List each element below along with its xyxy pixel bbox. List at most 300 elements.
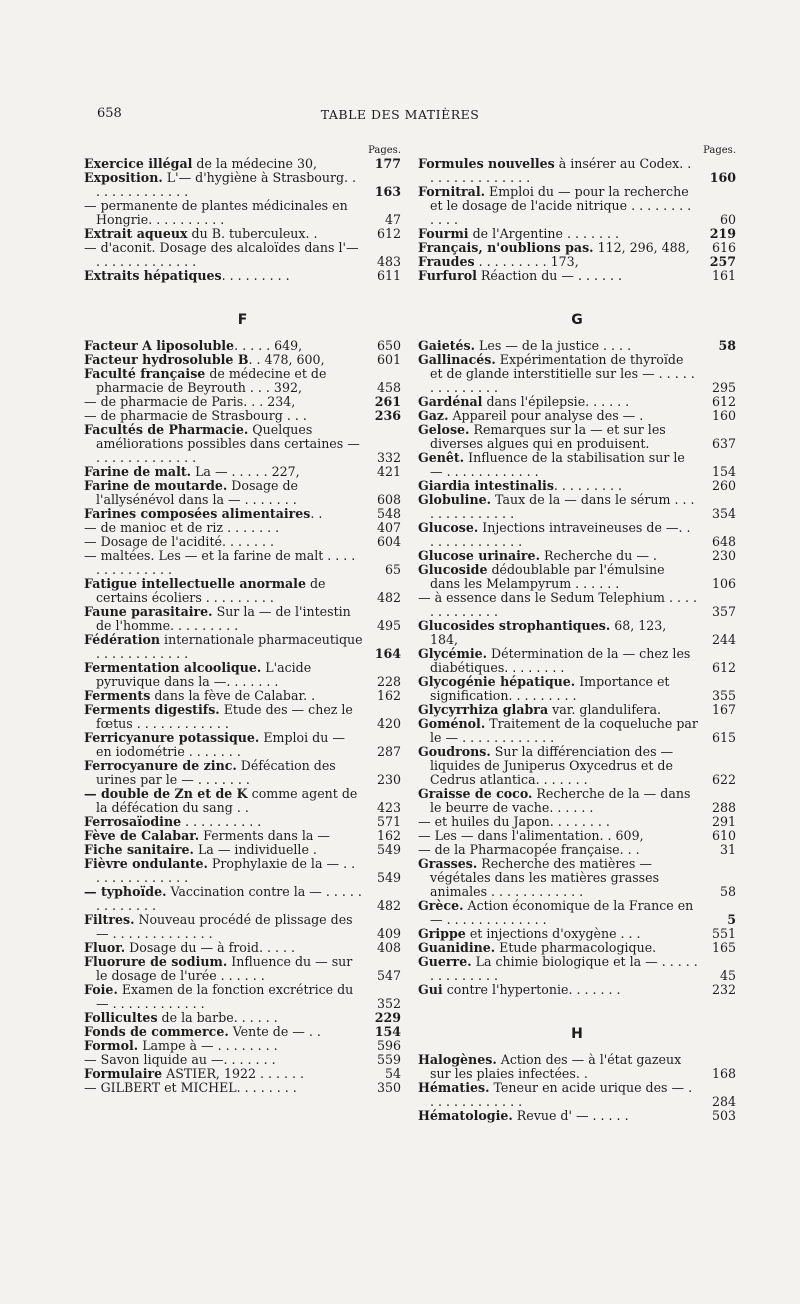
entry-keyword: Ferments digestifs.: [84, 702, 220, 717]
entry-text: [84, 1025, 363, 1039]
entry-keyword: Exercice illégal: [84, 156, 193, 171]
entry-keyword: Giardia intestinalis: [418, 478, 554, 493]
entry-description: — de pharmacie de Paris. . . 234,: [84, 394, 296, 409]
entry-description: Expérimentation de thyroïde et de glande interstitielle sur les — . . . . . . . . . . . . . .: [430, 352, 695, 395]
entry-page-number: 284: [711, 1094, 736, 1109]
entry-page-number: 482: [376, 590, 401, 605]
entry-keyword: Guanidine.: [418, 940, 496, 955]
entry-text: [418, 647, 698, 675]
entry-page-number: 596: [376, 1038, 401, 1053]
entry-text: [418, 241, 698, 255]
index-entry: [418, 619, 736, 647]
entry-page-number: 65: [384, 562, 401, 577]
entry-description: Emploi du — pour la recherche et le dosage de l'acide nitrique . . . . . . . . . . . .: [430, 184, 692, 227]
entry-description: Réaction du — . . . . . .: [476, 268, 622, 283]
entry-page-number: 165: [711, 940, 736, 955]
entry-text: [84, 815, 363, 829]
entry-text: [418, 927, 698, 941]
entry-description: dédoublable par l'émulsine dans les Melampyrum . . . . . .: [430, 562, 665, 591]
entry-page-number: 420: [376, 716, 401, 731]
page-number: 658: [97, 106, 122, 121]
index-entry: [418, 703, 736, 717]
index-entry: [84, 731, 401, 759]
entry-page-number: 637: [711, 436, 736, 451]
entry-page-number: 54: [384, 1066, 401, 1081]
entry-keyword: Glycyrrhiza glabra: [418, 702, 549, 717]
index-entry: [418, 479, 736, 493]
entry-page-number: 287: [376, 744, 401, 759]
index-entry: [418, 269, 736, 283]
index-entry: [84, 1053, 401, 1067]
entry-text: [418, 353, 698, 395]
entry-keyword: Fornitral.: [418, 184, 486, 199]
entry-page-number: 230: [711, 548, 736, 563]
entry-keyword: Filtres.: [84, 912, 135, 927]
index-entry: [84, 199, 401, 227]
entry-keyword: Farine de moutarde.: [84, 478, 228, 493]
index-entry: [84, 367, 401, 395]
entry-text: [84, 269, 363, 283]
index-entry: [84, 689, 401, 703]
entry-description: de médecine et de pharmacie de Beyrouth . . . 392,: [96, 366, 327, 395]
entry-keyword: Extraits hépatiques: [84, 268, 222, 283]
entry-keyword: Furfurol: [418, 268, 477, 283]
index-entry: [84, 521, 401, 535]
entry-description: — Les — dans l'alimentation. . 609,: [418, 828, 644, 843]
entry-text: [418, 549, 698, 563]
entry-page-number: 650: [376, 338, 401, 353]
index-entry: [418, 745, 736, 787]
entry-description: Dosage du — à froid. . . . .: [125, 940, 295, 955]
index-entry: [84, 1025, 401, 1039]
index-entry: [84, 983, 401, 1011]
entry-text: [418, 1109, 698, 1123]
entry-description: dans la fève de Calabar. .: [150, 688, 316, 703]
entry-description: Action économique de la France en — . . . . . . . . . . . . .: [430, 898, 694, 927]
entry-page-number: 615: [711, 730, 736, 745]
entry-text: [84, 913, 363, 941]
entry-keyword: Hématologie.: [418, 1108, 513, 1123]
entry-keyword: Farine de malt.: [84, 464, 192, 479]
entry-description: Prophylaxie de la — . . . . . . . . . . . . . .: [96, 856, 356, 885]
entry-page-number: 407: [376, 520, 401, 535]
entry-keyword: Français, n'oublions pas.: [418, 240, 594, 255]
right-column: [418, 143, 736, 1123]
entry-page-number: 610: [711, 828, 736, 843]
entry-text: [84, 353, 363, 367]
left-column: [84, 143, 401, 1095]
entry-description: Importance et signification. . . . . . . . .: [430, 674, 670, 703]
index-entry: [418, 1053, 736, 1081]
entry-description: — maltées. Les — et la farine de malt . . . . . . . . . . . . . .: [84, 548, 356, 577]
index-entry: [418, 563, 736, 591]
index-entry: [418, 409, 736, 423]
entry-keyword: Follicultes: [84, 1010, 158, 1025]
index-entry: [84, 633, 401, 661]
entry-keyword: Formulaire: [84, 1066, 163, 1081]
entry-keyword: Extrait aqueux: [84, 226, 188, 241]
entry-keyword: — typhoïde.: [84, 884, 167, 899]
entry-keyword: Fraudes: [418, 254, 475, 269]
entry-page-number: 549: [376, 870, 401, 885]
index-entry: [84, 605, 401, 633]
entry-text: [418, 857, 698, 899]
entry-text: [84, 787, 363, 815]
index-entry: [418, 843, 736, 857]
index-entry: [84, 843, 401, 857]
index-entry: [84, 507, 401, 521]
entry-description: de certains écoliers . . . . . . . . .: [96, 576, 326, 605]
entry-text: [84, 241, 363, 269]
entry-text: [418, 269, 698, 283]
entry-text: [84, 227, 363, 241]
entry-description: . . . . . . . . . .: [181, 814, 262, 829]
entry-keyword: Goudrons.: [418, 744, 491, 759]
index-entry: [418, 549, 736, 563]
entry-description: 68, 123, 184,: [430, 618, 667, 647]
entry-page-number: 551: [711, 926, 736, 941]
entry-description: Injections intraveineuses de —. . . . . . . . . . . . . .: [430, 520, 691, 549]
index-entry: [418, 157, 736, 185]
entry-keyword: Glycogénie hépatique.: [418, 674, 576, 689]
index-entry: [418, 983, 736, 997]
entry-text: [84, 703, 363, 731]
index-entry: [84, 339, 401, 353]
index-entry: [418, 955, 736, 983]
index-entry: [84, 661, 401, 689]
entry-text: [418, 479, 698, 493]
entry-keyword: Gallinacés.: [418, 352, 496, 367]
entry-text: [84, 171, 363, 199]
entry-text: [418, 703, 698, 717]
index-entry: [84, 941, 401, 955]
index-entry: [84, 465, 401, 479]
entry-text: [84, 423, 363, 465]
entry-description: Dosage de l'allysénévol dans la — . . . . . . .: [96, 478, 298, 507]
entry-text: [84, 367, 363, 395]
entry-text: [84, 955, 363, 983]
index-entry: [418, 423, 736, 451]
entry-keyword: Gelose.: [418, 422, 470, 437]
entry-page-number: 421: [376, 464, 401, 479]
entry-text: [418, 493, 698, 521]
entry-description: Influence du — sur le dosage de l'urée . . . . . .: [96, 954, 353, 983]
entry-keyword: Ferments: [84, 688, 151, 703]
index-entry: [418, 521, 736, 549]
entry-description: Recherche de la — dans le beurre de vache. . . . . .: [430, 786, 691, 815]
index-entry: [84, 409, 401, 423]
entry-text: [418, 1053, 698, 1081]
entry-keyword: Genêt.: [418, 450, 465, 465]
entry-description: La chimie biologique et la — . . . . . . . . . . . . . .: [430, 954, 698, 983]
entry-page-number: 60: [719, 212, 736, 227]
entry-keyword: Fève de Calabar.: [84, 828, 200, 843]
pages-label: Pages.: [368, 145, 401, 156]
entry-page-number: 604: [376, 534, 401, 549]
entry-page-number: 160: [709, 170, 736, 185]
index-entry: [418, 591, 736, 619]
entry-page-number: 177: [374, 156, 401, 171]
entry-description: var. glandulifera.: [548, 702, 661, 717]
entry-text: [418, 717, 698, 745]
entry-keyword: Ferrocyanure de zinc.: [84, 758, 237, 773]
entry-text: [418, 157, 698, 185]
entry-page-number: 106: [711, 576, 736, 591]
entry-text: [418, 1081, 698, 1109]
entry-text: [418, 675, 698, 703]
entry-text: [84, 983, 363, 1011]
entry-description: Recherche des matières — végétales dans les matières grasses animales . . . . . . . . . . . .: [430, 856, 660, 899]
entry-text: [418, 339, 698, 353]
entry-keyword: Globuline.: [418, 492, 492, 507]
entry-page-number: 229: [374, 1010, 401, 1025]
index-entry: [84, 423, 401, 465]
entry-text: [84, 395, 363, 409]
entry-keyword: Goménol.: [418, 716, 486, 731]
pages-label: Pages.: [703, 145, 736, 156]
entry-page-number: 408: [376, 940, 401, 955]
entry-text: [84, 661, 363, 689]
entry-page-number: 357: [711, 604, 736, 619]
index-entry: [84, 857, 401, 885]
section-letter: F: [237, 312, 248, 328]
entry-description: Défécation des urines par le — . . . . . . .: [96, 758, 336, 787]
entry-page-number: 219: [709, 226, 736, 241]
entry-description: à insérer au Codex. . . . . . . . . . . . . . .: [430, 156, 692, 185]
entry-page-number: 354: [711, 506, 736, 521]
entry-description: Appareil pour analyse des — .: [448, 408, 644, 423]
index-entry: [418, 899, 736, 927]
entry-page-number: 622: [711, 772, 736, 787]
index-entry: [84, 269, 401, 283]
entry-description: . . . . . . . . . 173,: [474, 254, 579, 269]
entry-page-number: 31: [719, 842, 736, 857]
entry-keyword: Gaz.: [418, 408, 449, 423]
index-entry: [84, 171, 401, 199]
index-entry: [418, 927, 736, 941]
entry-text: [418, 255, 698, 269]
entry-page-number: 161: [711, 268, 736, 283]
entry-keyword: Guerre.: [418, 954, 472, 969]
entry-description: . . 478, 600,: [248, 352, 325, 367]
entry-description: — à essence dans le Sedum Telephium . . . . . . . . . . . . .: [418, 590, 698, 619]
entry-text: [84, 843, 363, 857]
index-entry: [84, 479, 401, 507]
index-entry: [84, 1039, 401, 1053]
entry-page-number: 612: [711, 394, 736, 409]
index-entry: [418, 255, 736, 269]
entry-keyword: Fluor.: [84, 940, 126, 955]
entry-text: [418, 395, 698, 409]
entry-description: Nouveau procédé de plissage des — . . . . . . . . . . . . .: [96, 912, 353, 941]
entry-page-number: 612: [711, 660, 736, 675]
entry-description: de la barbe. . . . . .: [157, 1010, 278, 1025]
entry-keyword: Farines composées alimentaires: [84, 506, 311, 521]
entry-page-number: 648: [711, 534, 736, 549]
entry-page-number: 154: [374, 1024, 401, 1039]
entry-text: [84, 339, 363, 353]
left-index-list: [84, 157, 401, 1095]
entry-page-number: 612: [376, 226, 401, 241]
entry-description: et injections d'oxygène . . .: [465, 926, 641, 941]
entry-keyword: Halogènes.: [418, 1052, 497, 1067]
index-entry: [84, 703, 401, 731]
entry-page-number: 352: [376, 996, 401, 1011]
entry-text: [418, 983, 698, 997]
entry-description: . . . . . . . . .: [553, 478, 622, 493]
index-entry: [84, 1067, 401, 1081]
entry-page-number: 47: [384, 212, 401, 227]
entry-page-number: 164: [374, 646, 401, 661]
entry-page-number: 548: [376, 506, 401, 521]
entry-page-number: 483: [376, 254, 401, 269]
index-entry: [84, 829, 401, 843]
entry-page-number: 495: [376, 618, 401, 633]
index-entry: [418, 941, 736, 955]
index-entry: [84, 787, 401, 815]
entry-keyword: Formol.: [84, 1038, 139, 1053]
entry-keyword: Fermentation alcoolique.: [84, 660, 262, 675]
entry-page-number: 167: [711, 702, 736, 717]
entry-keyword: Fonds de commerce.: [84, 1024, 229, 1039]
entry-keyword: Ferricyanure potassique.: [84, 730, 260, 745]
entry-description: Quelques améliorations possibles dans certaines — . . . . . . . . . . . . .: [96, 422, 360, 465]
entry-text: [84, 941, 363, 955]
entry-description: Ferments dans la —: [199, 828, 330, 843]
entry-text: [418, 423, 698, 451]
entry-description: — de la Pharmacopée française. . .: [418, 842, 640, 857]
entry-text: [84, 1053, 363, 1067]
entry-text: [84, 829, 363, 843]
entry-description: Remarques sur la — et sur les diverses algues qui en produisent.: [430, 422, 666, 451]
entry-description: Les — de la justice . . . .: [475, 338, 632, 353]
entry-page-number: 236: [374, 408, 401, 423]
index-entry: [418, 353, 736, 395]
entry-description: dans l'épilepsie. . . . . .: [482, 394, 630, 409]
entry-text: [84, 605, 363, 633]
entry-keyword: Graisse de coco.: [418, 786, 533, 801]
entry-text: [418, 591, 698, 619]
entry-description: Vaccination contre la — . . . . . . . . . . . . .: [96, 884, 362, 913]
entry-text: [418, 815, 698, 829]
entry-text: [418, 941, 698, 955]
entry-page-number: 168: [711, 1066, 736, 1081]
entry-page-number: 601: [376, 352, 401, 367]
index-entry: [84, 885, 401, 913]
index-entry: [418, 339, 736, 353]
entry-description: Examen de la fonction excrétrice du — . . . . . . . . . . . .: [96, 982, 354, 1011]
entry-text: [418, 843, 698, 857]
entry-page-number: 162: [376, 828, 401, 843]
entry-text: [418, 899, 698, 927]
entry-keyword: Grippe: [418, 926, 466, 941]
entry-description: de la médecine 30,: [192, 156, 318, 171]
index-entry: [84, 759, 401, 787]
entry-page-number: 571: [376, 814, 401, 829]
entry-page-number: 58: [718, 338, 736, 353]
entry-page-number: 244: [711, 632, 736, 647]
entry-page-number: 288: [711, 800, 736, 815]
index-entry: [418, 829, 736, 843]
entry-text: [84, 521, 363, 535]
entry-page-number: 559: [376, 1052, 401, 1067]
index-entry: [418, 1081, 736, 1109]
index-entry: [84, 227, 401, 241]
entry-page-number: 58: [719, 884, 736, 899]
entry-keyword: Facteur A liposoluble: [84, 338, 235, 353]
entry-text: [84, 857, 363, 885]
entry-description: Vente de — . .: [228, 1024, 321, 1039]
entry-description: — Savon liquide au —. . . . . . .: [84, 1052, 276, 1067]
entry-description: — permanente de plantes médicinales en Hongrie. . . . . . . . . .: [84, 198, 348, 227]
entry-page-number: 154: [711, 464, 736, 479]
entry-keyword: Gardénal: [418, 394, 483, 409]
entry-page-number: 162: [376, 688, 401, 703]
entry-text: [84, 1067, 363, 1081]
index-entry: [418, 787, 736, 815]
entry-page-number: 5: [727, 912, 736, 927]
entry-keyword: Faculté française: [84, 366, 206, 381]
index-entry: [84, 241, 401, 269]
entry-description: — d'aconit. Dosage des alcaloïdes dans l'— . . . . . . . . . . . . .: [84, 240, 359, 269]
index-entry: [84, 913, 401, 941]
entry-keyword: Fourmi: [418, 226, 469, 241]
entry-description: L'— d'hygiène à Strasbourg. . . . . . . . . . . . . .: [96, 170, 357, 199]
entry-description: Taux de la — dans le sérum . . . . . . . . . . . . . .: [430, 492, 695, 521]
entry-description: Sur la — de l'intestin de l'homme. . . . . . . . .: [96, 604, 351, 633]
index-entry: [84, 157, 401, 171]
index-entry: [418, 451, 736, 479]
entry-keyword: Exposition.: [84, 170, 163, 185]
entry-page-number: 482: [376, 898, 401, 913]
entry-description: Teneur en acide urique des — . . . . . . . . . . . . .: [430, 1080, 693, 1109]
index-entry: [84, 815, 401, 829]
entry-description: — GILBERT et MICHEL. . . . . . . .: [84, 1080, 297, 1095]
entry-page-number: 260: [711, 478, 736, 493]
entry-keyword: Facteur hydrosoluble B: [84, 352, 249, 367]
entry-page-number: 295: [711, 380, 736, 395]
entry-keyword: Fiche sanitaire.: [84, 842, 194, 857]
index-entry: [84, 535, 401, 549]
entry-keyword: Grèce.: [418, 898, 464, 913]
entry-page-number: 608: [376, 492, 401, 507]
right-index-list: [418, 157, 736, 1123]
entry-description: . . . . . 649,: [234, 338, 303, 353]
entry-text: [418, 451, 698, 479]
entry-description: — de manioc et de riz . . . . . . .: [84, 520, 280, 535]
entry-description: — Dosage de l'acidité. . . . . . .: [84, 534, 275, 549]
entry-text: [418, 185, 698, 227]
entry-description: internationale pharmaceutique . . . . . . . . . . . .: [96, 632, 363, 661]
entry-keyword: Glucosides strophantiques.: [418, 618, 611, 633]
entry-description: de l'Argentine . . . . . . .: [468, 226, 620, 241]
index-entry: [84, 353, 401, 367]
entry-text: [84, 465, 363, 479]
index-entry: [418, 717, 736, 745]
index-entry: [84, 577, 401, 605]
entry-description: Influence de la stabilisation sur le — . . . . . . . . . . . .: [430, 450, 685, 479]
entry-text: [418, 619, 698, 647]
entry-page-number: 423: [376, 800, 401, 815]
entry-keyword: Hématies.: [418, 1080, 490, 1095]
entry-page-number: 160: [711, 408, 736, 423]
entry-text: [84, 157, 363, 171]
index-entry: [84, 395, 401, 409]
entry-description: contre l'hypertonie. . . . . . .: [442, 982, 621, 997]
entry-text: [84, 731, 363, 759]
entry-description: Détermination de la — chez les diabétiques. . . . . . . .: [430, 646, 691, 675]
entry-description: du B. tuberculeux. .: [187, 226, 318, 241]
